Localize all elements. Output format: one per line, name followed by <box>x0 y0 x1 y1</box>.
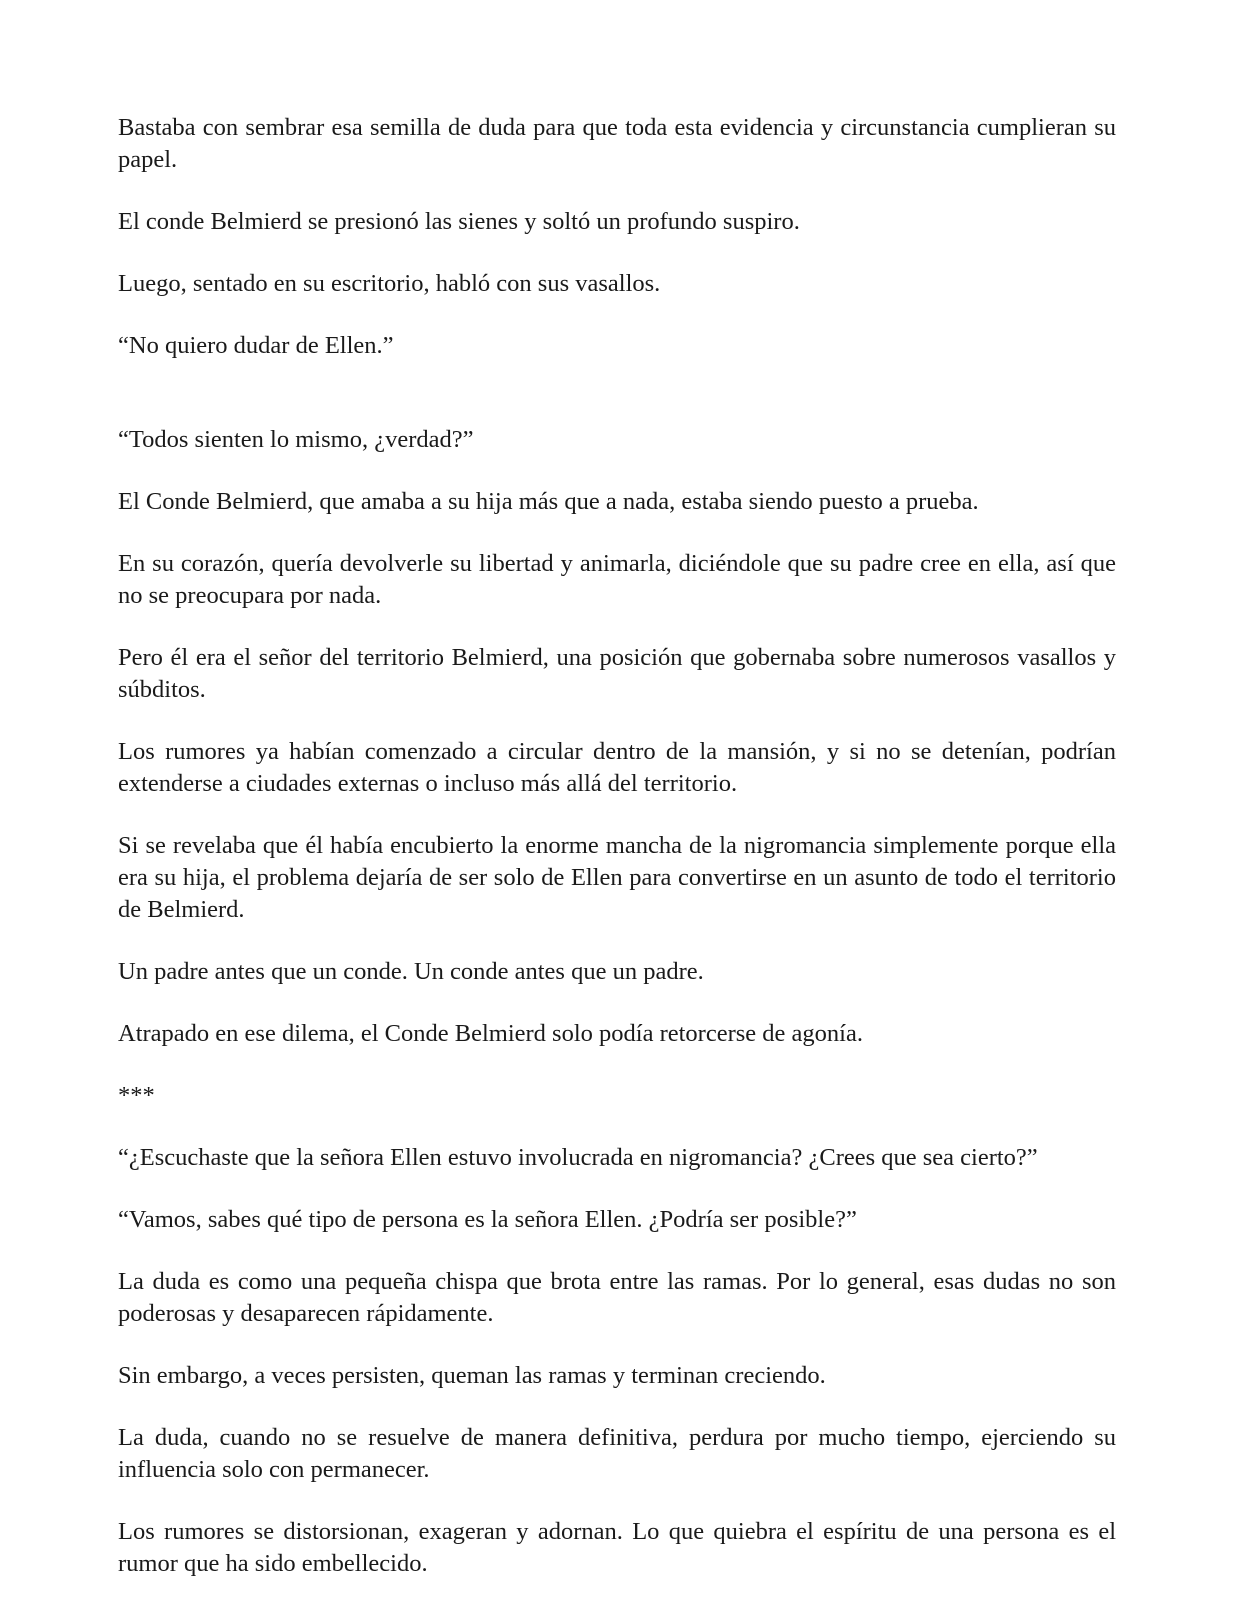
paragraph-8: Pero él era el señor del territorio Belmierd, una posición que gobernaba sobre numerosos vasallos y súbditos. <box>118 644 1116 703</box>
document-body <box>118 112 1116 1610</box>
paragraph-4-dialogue: “No quiero dudar de Ellen.” <box>118 332 394 359</box>
paragraph-1: Bastaba con sembrar esa semilla de duda para que toda esta evidencia y circunstancia cumplieran su papel. <box>118 114 1116 173</box>
paragraph-10: Si se revelaba que él había encubierto la enorme mancha de la nigromancia simplemente porque ella era su hija, el problema dejaría de ser solo de Ellen para convertirse en un asunto de todo el territorio de Belmierd. <box>118 832 1116 923</box>
paragraph-11: Un padre antes que un conde. Un conde antes que un padre. <box>118 958 704 985</box>
paragraph-12: Atrapado en ese dilema, el Conde Belmierd solo podía retorcerse de agonía. <box>118 1020 863 1047</box>
paragraph-18: Los rumores se distorsionan, exageran y adornan. Lo que quiebra el espíritu de una persona es el rumor que ha sido embellecido. <box>118 1518 1116 1577</box>
paragraph-16: Sin embargo, a veces persisten, queman las ramas y terminan creciendo. <box>118 1362 826 1389</box>
paragraph-13-dialogue: “¿Escuchaste que la señora Ellen estuvo involucrada en nigromancia? ¿Crees que sea cierto?” <box>118 1144 1038 1171</box>
paragraph-17: La duda, cuando no se resuelve de manera definitiva, perdura por mucho tiempo, ejerciendo su influencia solo con permanecer. <box>118 1424 1116 1483</box>
paragraph-15: La duda es como una pequeña chispa que brota entre las ramas. Por lo general, esas dudas no son poderosas y desaparecen rápidamente. <box>118 1268 1116 1327</box>
paragraph-9: Los rumores ya habían comenzado a circular dentro de la mansión, y si no se detenían, podrían extenderse a ciudades externas o incluso más allá del territorio. <box>118 738 1116 797</box>
paragraph-6: El Conde Belmierd, que amaba a su hija más que a nada, estaba siendo puesto a prueba. <box>118 488 979 515</box>
paragraph-7: En su corazón, quería devolverle su libertad y animarla, diciéndole que su padre cree en ella, así que no se preocupara por nada. <box>118 550 1116 609</box>
paragraph-14-dialogue: “Vamos, sabes qué tipo de persona es la señora Ellen. ¿Podría ser posible?” <box>118 1206 857 1233</box>
paragraph-5-dialogue: “Todos sienten lo mismo, ¿verdad?” <box>118 426 474 453</box>
paragraph-2: El conde Belmierd se presionó las sienes y soltó un profundo suspiro. <box>118 208 800 235</box>
scene-break: *** <box>118 1082 155 1109</box>
paragraph-3: Luego, sentado en su escritorio, habló con sus vasallos. <box>118 270 661 297</box>
